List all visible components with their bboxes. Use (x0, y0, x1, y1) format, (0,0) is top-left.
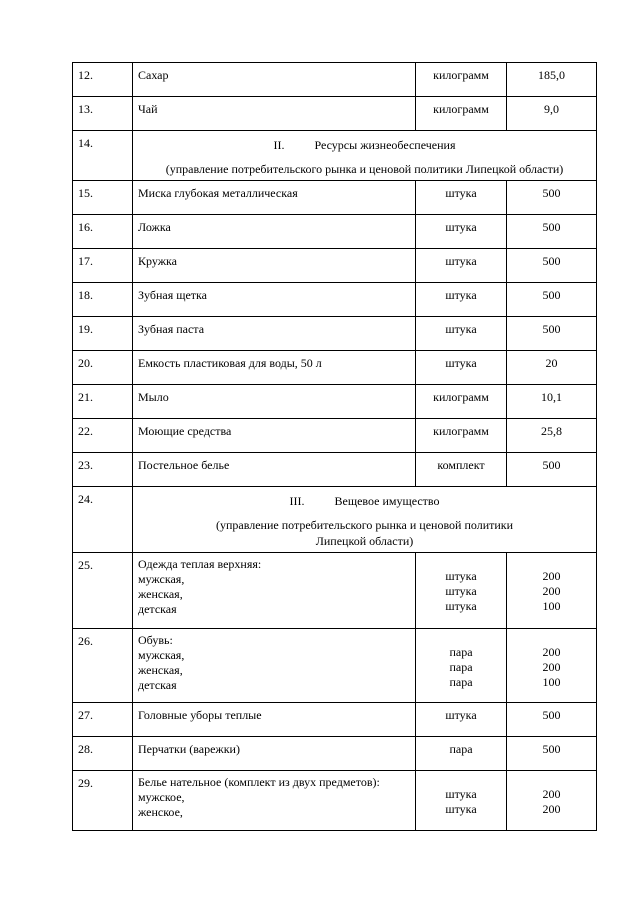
item-line: Одежда теплая верхняя: (138, 557, 262, 571)
item-name: Перчатки (варежки) (133, 737, 416, 771)
item-line: мужское, (138, 790, 185, 804)
row-number: 18. (73, 283, 133, 317)
item-qty (507, 771, 597, 831)
item-name: Моющие средства (133, 419, 416, 453)
item-qty: 500 (507, 249, 597, 283)
item-qty: 500 (507, 703, 597, 737)
table-row (73, 553, 597, 629)
item-qty: 500 (507, 453, 597, 487)
section-heading (133, 487, 597, 553)
row-number: 27. (73, 703, 133, 737)
row-number: 17. (73, 249, 133, 283)
item-qty: 500 (507, 215, 597, 249)
section-title: Ресурсы жизнеобеспечения (314, 138, 456, 152)
table-row (73, 737, 597, 771)
item-unit: штука (416, 351, 507, 385)
item-name: Миска глубокая металлическая (133, 181, 416, 215)
qty-line: 100 (542, 675, 561, 689)
unit-line: пара (449, 645, 473, 659)
unit-line: штука (445, 599, 477, 613)
item-line: мужская, (138, 572, 185, 586)
item-qty: 10,1 (507, 385, 597, 419)
table-row (73, 629, 597, 703)
item-line: детская (138, 602, 177, 616)
table-row (73, 283, 597, 317)
item-qty: 500 (507, 737, 597, 771)
item-line: Белье нательное (комплект из двух предметов): (138, 775, 380, 789)
row-number: 12. (73, 63, 133, 97)
section-roman: II. (273, 138, 285, 152)
item-unit: штука (416, 283, 507, 317)
row-number: 21. (73, 385, 133, 419)
table-row (73, 385, 597, 419)
section-subtitle: (управление потребительского рынка и ценовой политики Липецкой области) (165, 162, 564, 176)
item-name: Зубная паста (133, 317, 416, 351)
item-name (133, 771, 416, 831)
item-qty: 500 (507, 181, 597, 215)
unit-line: штука (445, 802, 477, 816)
table-row (73, 181, 597, 215)
qty-line: 100 (542, 599, 561, 613)
item-qty: 20 (507, 351, 597, 385)
item-name: Ложка (133, 215, 416, 249)
row-number: 13. (73, 97, 133, 131)
item-name: Головные уборы теплые (133, 703, 416, 737)
item-unit: килограмм (416, 419, 507, 453)
item-name: Чай (133, 97, 416, 131)
item-qty: 9,0 (507, 97, 597, 131)
qty-line: 200 (542, 802, 561, 816)
row-number: 23. (73, 453, 133, 487)
row-number: 20. (73, 351, 133, 385)
table-row (73, 249, 597, 283)
item-unit: пара (416, 737, 507, 771)
section-title: Вещевое имущество (334, 494, 440, 508)
section-subtitle: (управление потребительского рынка и ценовой политики (215, 518, 514, 532)
row-number: 29. (73, 771, 133, 831)
section-subtitle-cont: Липецкой области) (315, 534, 414, 548)
item-qty (507, 553, 597, 629)
section-header-row (73, 131, 597, 181)
table-row (73, 351, 597, 385)
item-qty: 25,8 (507, 419, 597, 453)
item-name (133, 629, 416, 703)
item-unit: штука (416, 317, 507, 351)
item-unit: штука (416, 181, 507, 215)
item-qty: 185,0 (507, 63, 597, 97)
section-heading (133, 131, 597, 181)
row-number: 28. (73, 737, 133, 771)
item-line: детская (138, 678, 177, 692)
qty-line: 200 (542, 569, 561, 583)
supplies-table (72, 62, 597, 831)
table-row (73, 419, 597, 453)
item-unit: штука (416, 703, 507, 737)
item-unit (416, 629, 507, 703)
row-number: 14. (73, 131, 133, 181)
row-number: 26. (73, 629, 133, 703)
item-unit: штука (416, 249, 507, 283)
table-row (73, 215, 597, 249)
row-number: 15. (73, 181, 133, 215)
item-qty: 500 (507, 317, 597, 351)
row-number: 16. (73, 215, 133, 249)
unit-line: пара (449, 660, 473, 674)
item-line: женское, (138, 805, 183, 819)
item-name: Емкость пластиковая для воды, 50 л (133, 351, 416, 385)
table-row (73, 453, 597, 487)
item-unit: штука (416, 215, 507, 249)
qty-line: 200 (542, 660, 561, 674)
row-number: 25. (73, 553, 133, 629)
unit-line: штука (445, 584, 477, 598)
table-row (73, 317, 597, 351)
section-roman: III. (289, 494, 305, 508)
item-line: женская, (138, 663, 183, 677)
table-row (73, 97, 597, 131)
item-unit: комплект (416, 453, 507, 487)
item-unit: килограмм (416, 63, 507, 97)
item-unit (416, 553, 507, 629)
item-unit: килограмм (416, 385, 507, 419)
item-name: Мыло (133, 385, 416, 419)
item-line: женская, (138, 587, 183, 601)
row-number: 19. (73, 317, 133, 351)
item-line: мужская, (138, 648, 185, 662)
table-row (73, 703, 597, 737)
section-header-row (73, 487, 597, 553)
unit-line: штука (445, 787, 477, 801)
qty-line: 200 (542, 787, 561, 801)
unit-line: пара (449, 675, 473, 689)
item-unit (416, 771, 507, 831)
unit-line: штука (445, 569, 477, 583)
qty-line: 200 (542, 584, 561, 598)
item-name: Сахар (133, 63, 416, 97)
item-name: Постельное белье (133, 453, 416, 487)
item-name: Зубная щетка (133, 283, 416, 317)
table-row (73, 771, 597, 831)
item-name: Кружка (133, 249, 416, 283)
row-number: 24. (73, 487, 133, 553)
table-row (73, 63, 597, 97)
item-qty: 500 (507, 283, 597, 317)
item-unit: килограмм (416, 97, 507, 131)
item-name (133, 553, 416, 629)
row-number: 22. (73, 419, 133, 453)
item-line: Обувь: (138, 633, 173, 647)
item-qty (507, 629, 597, 703)
qty-line: 200 (542, 645, 561, 659)
